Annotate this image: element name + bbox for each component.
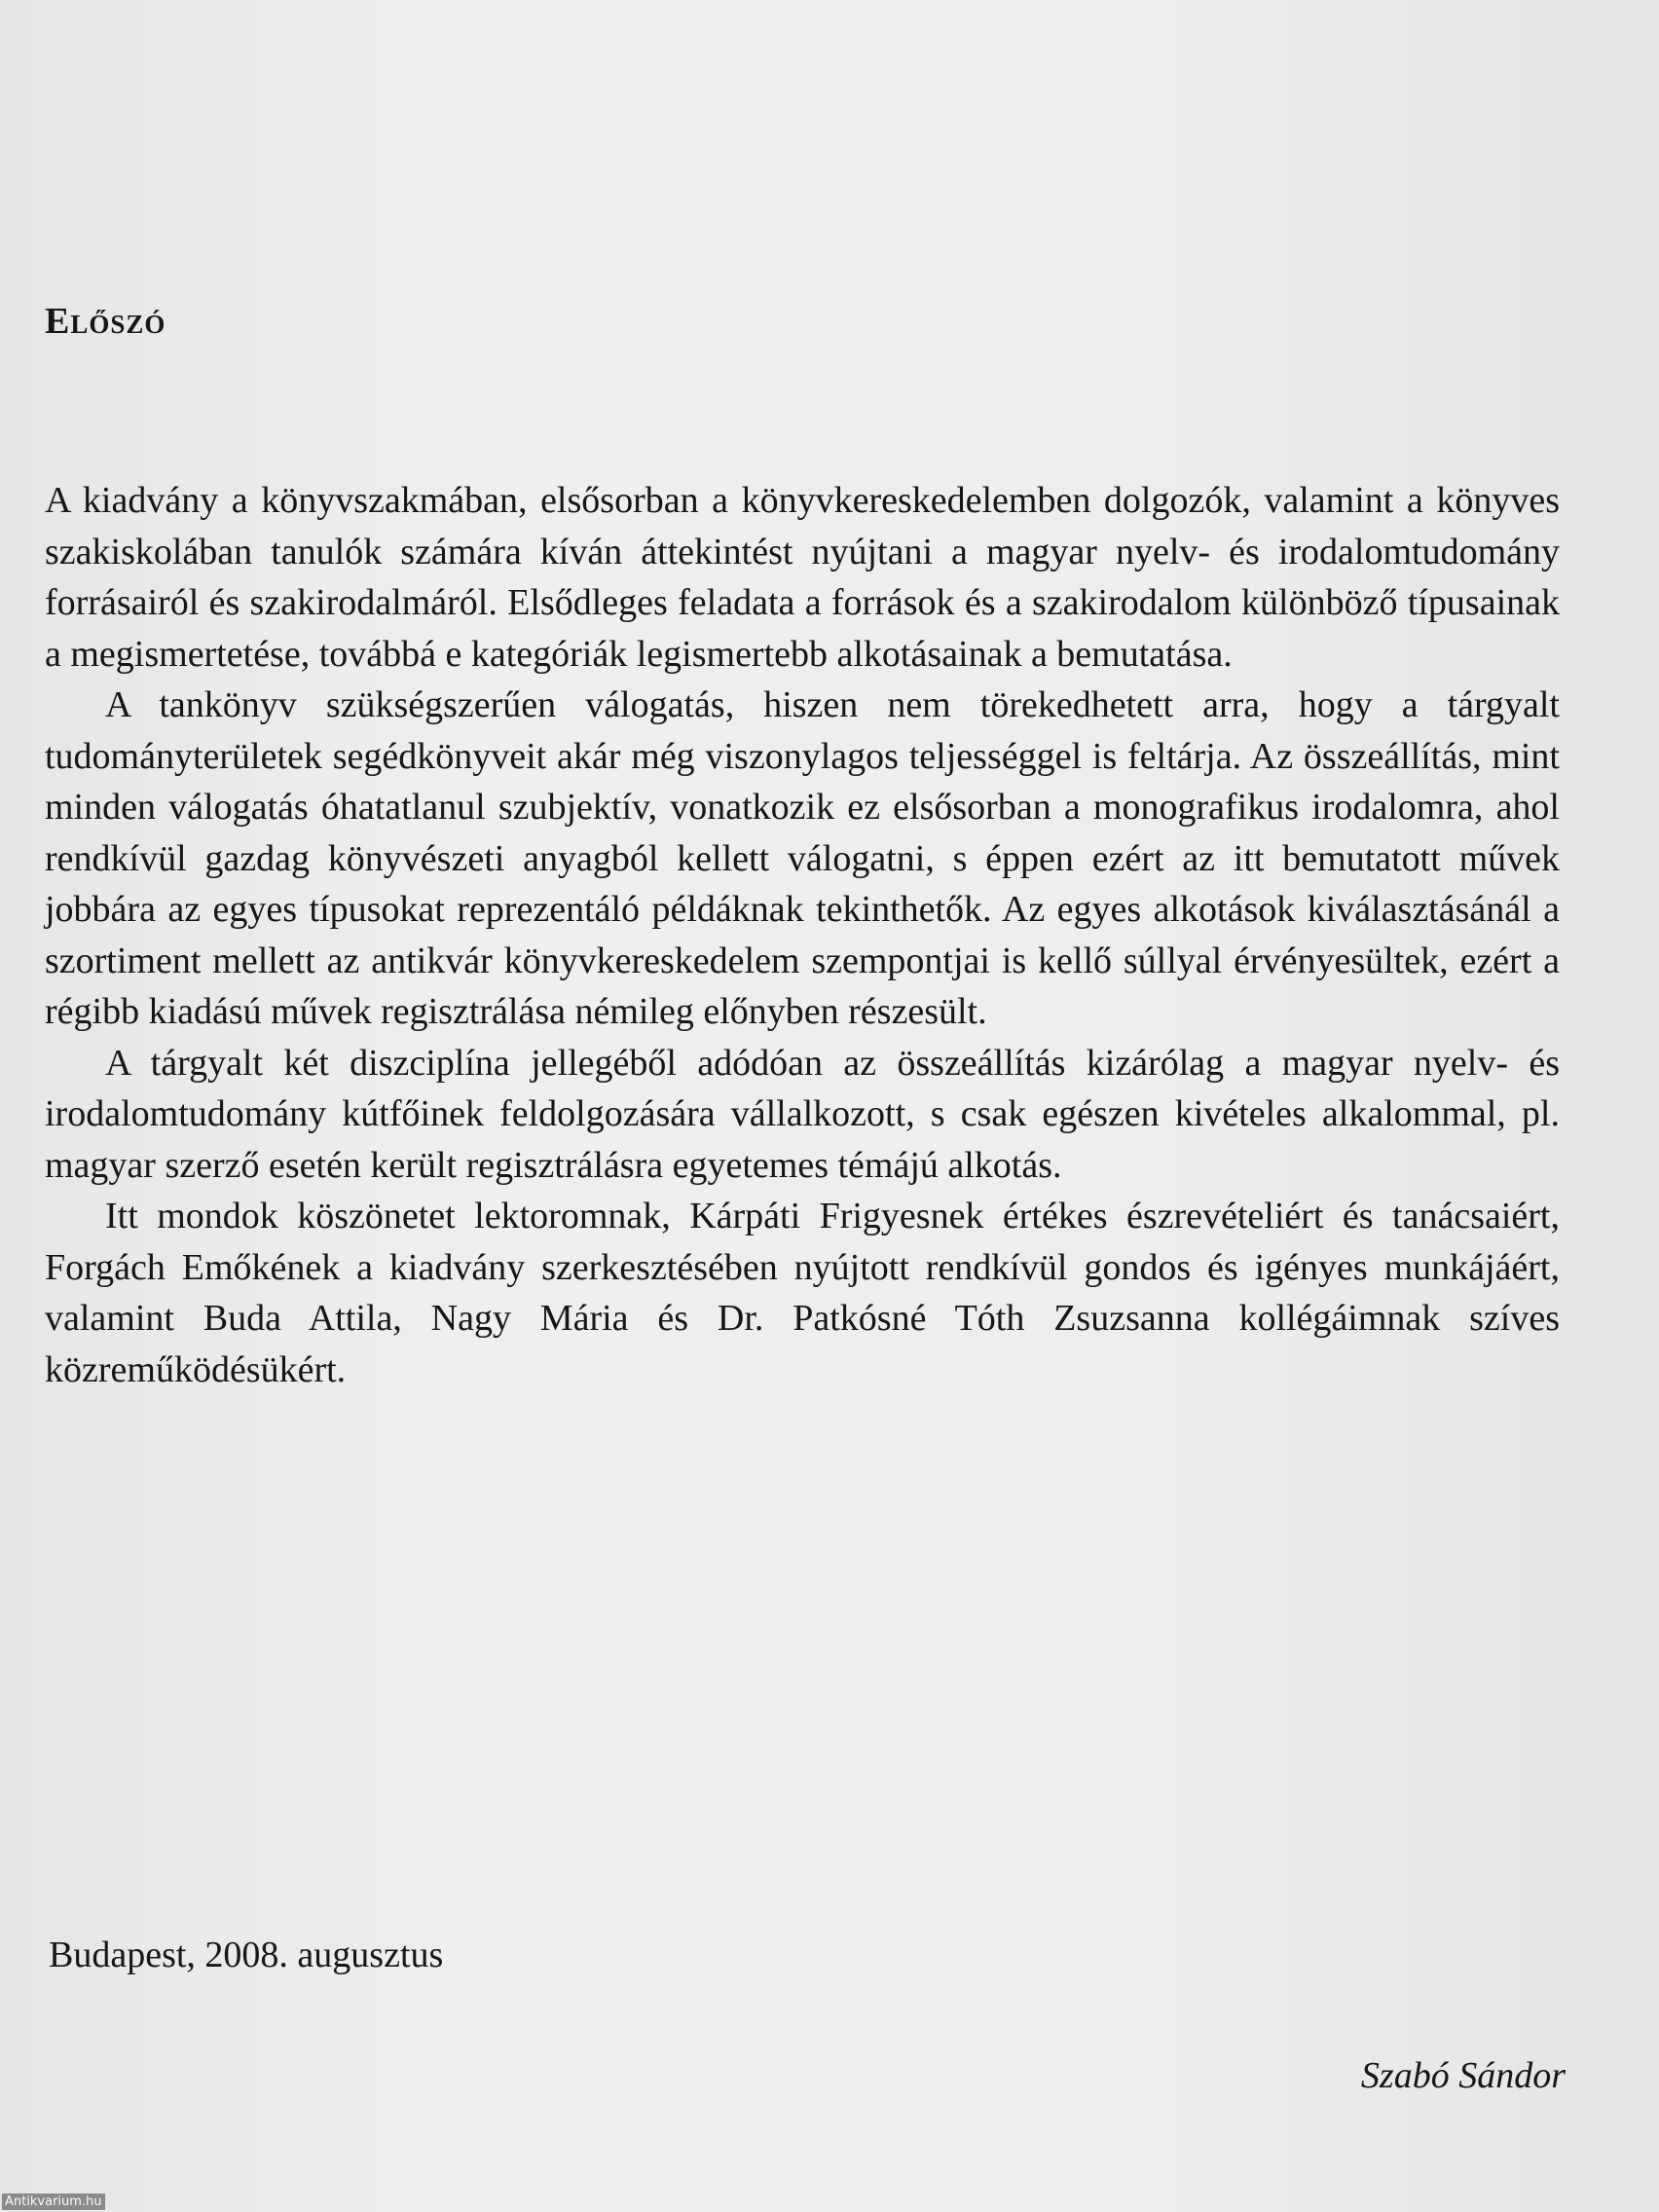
paragraph-3: A tárgyalt két diszciplína jellegéből adódóan az összeállítás kizárólag a magyar nyelv- és irodalomtudomány kútfőinek feldolgozására vállalkozott, s csak egészen kivételes alkalommal, pl. magyar szerző esetén került regisztrálásra egyetemes témájú alkotás.	[45, 1042, 1560, 1186]
paragraph-1: A kiadvány a könyvszakmában, elsősorban a könyvkereskedelemben dolgozók, valamint a könyves szakiskolában tanulók számára kíván áttekintést nyújtani a magyar nyelv- és irodalomtudomány forrásairól és szakirodalmáról. Elsődleges feladata a források és a szakirodalom különböző típusainak a megismertetése, továbbá e kategóriák legismertebb alkotásainak a bemutatása.	[45, 480, 1560, 675]
author-signature: Szabó Sándor	[1360, 2055, 1566, 2096]
watermark: Antikvarium.hu	[2, 2194, 105, 2210]
preface-body	[45, 475, 1560, 1395]
page-title: Előszó	[45, 301, 166, 342]
paragraph-4: Itt mondok köszönetet lektoromnak, Kárpáti Frigyesnek értékes észrevételiért és tanácsaiért, Forgách Emőkének a kiadvány szerkesztésében nyújtott rendkívül gondos és igényes munkájáért, valamint Buda Attila, Nagy Mária és Dr. Patkósné Tóth Zsuzsanna kollégáimnak szíves közreműködésükért.	[45, 1196, 1560, 1390]
paragraph-2: A tankönyv szükségszerűen válogatás, hiszen nem törekedhetett arra, hogy a tárgyalt tudományterületek segédkönyveit akár még viszonylagos teljességgel is feltárja. Az összeállítás, mint minden válogatás óhatatlanul szubjektív, vonatkozik ez elsősorban a monografikus irodalomra, ahol rendkívül gazdag könyvészeti anyagból kellett válogatni, s éppen ezért az itt bemutatott művek jobbára az egyes típusokat reprezentáló példáknak tekinthetők. Az egyes alkotások kiválasztásánál a szortiment mellett az antikvár könyvkereskedelem szempontjai is kellő súllyal érvényesültek, ezért a régibb kiadású művek regisztrálása némileg előnyben részesült.	[45, 684, 1560, 1032]
place-and-date: Budapest, 2008. augusztus	[49, 1935, 444, 1975]
